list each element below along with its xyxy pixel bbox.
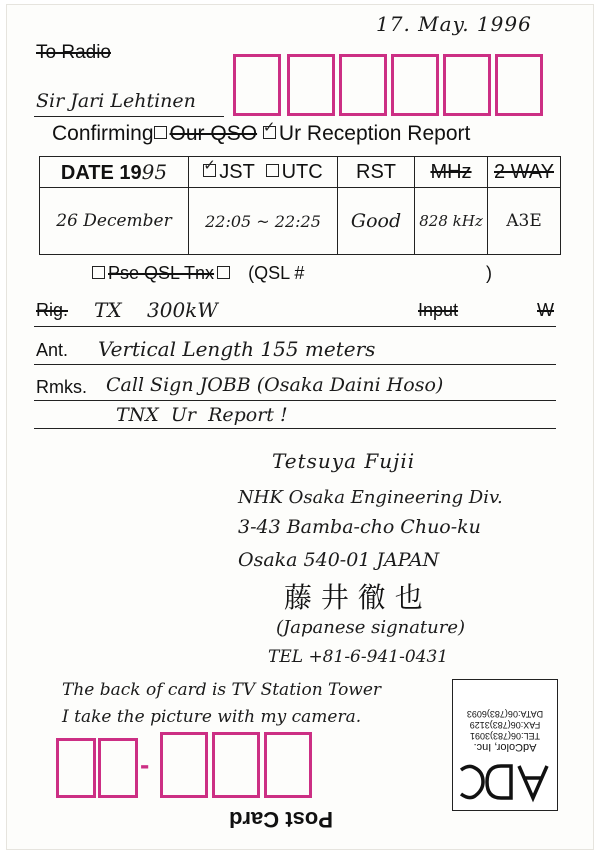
input-unit: W [537,300,554,320]
publisher-box-rotated [453,680,557,810]
postal-box-6 [495,54,543,116]
postal-box-2 [287,54,335,116]
addressee-line [34,116,224,117]
postcard [6,4,594,850]
postal-dash: - [140,749,150,780]
date-year: 95 [141,159,168,184]
note-line-1: The back of card is TV Station Tower [62,680,382,700]
signature-kanji: 藤 井 徹 也 [284,581,423,614]
remarks-label: Rmks. [36,377,87,397]
publisher-data: DATA:06(783)6093 [466,709,544,719]
our-qso-checkbox [154,126,167,139]
date-value: 26 December [40,188,189,255]
remarks-line-1: Call Sign JOBB (Osaka Daini Hoso) [106,374,444,396]
addressee: Sir Jari Lehtinen [36,90,196,112]
postal-box-1 [233,54,281,116]
pse-qsl-line [92,263,304,284]
post-card-label: Post Card [229,807,333,832]
adc-logo-icon [455,760,555,804]
bottom-postal-box-2 [98,738,138,798]
ant-line [34,364,556,365]
ur-report-checkbox [263,126,276,139]
sender-name: Tetsuya Fujii [272,449,416,473]
rst-value: Good [338,188,415,255]
bottom-postal-box-4 [212,732,260,798]
pse-checkbox-left [92,266,105,279]
bottom-postal-box-3 [160,732,208,798]
ant-label: Ant. [36,340,69,360]
bottom-postal-box-1 [56,738,96,798]
confirming-line [52,122,470,146]
publisher-company: AdColor, Inc. [473,741,537,753]
date-written: 17. May. 1996 [376,12,532,36]
rig-label: Rig. [36,300,69,320]
pse-qsl-tnx-label: Pse QSL Tnx [108,263,215,283]
sender-address-1: 3-43 Bamba-cho Chuo-ku [238,516,481,538]
sender-address-2: Osaka 540-01 JAPAN [238,549,440,571]
postal-box-4 [391,54,439,116]
rig-line [34,326,556,327]
mhz-header: MHz [415,157,488,188]
publisher-tel: TEL:06(783)3091 [469,731,541,741]
publisher-fax: FAX:06(783)3129 [469,720,541,730]
time-zone-header [189,157,338,188]
time-value: 22:05 ~ 22:25 [189,188,338,255]
our-qso-label: Our QSO [169,122,258,145]
publisher-text [453,708,557,760]
qsl-table [39,156,561,255]
remarks-rule-2 [34,428,556,429]
jst-checkbox [203,164,216,177]
input-label: Input [418,300,459,320]
remarks-line-2: TNX Ur Report ! [116,404,288,426]
qsl-number-label: (QSL # [248,263,305,283]
note-line-2: I take the picture with my camera. [62,707,362,727]
to-radio-label: To Radio [36,42,111,63]
two-way-header: 2 WAY [488,157,561,188]
utc-label: UTC [281,160,323,183]
jst-label: JST [219,160,255,183]
ur-reception-report-label: Ur Reception Report [278,122,471,145]
rig-value: TX 300kW [94,298,218,322]
sender-tel: TEL +81-6-941-0431 [268,647,449,667]
signature-note: (Japanese signature) [276,617,466,638]
mode-value: A3E [488,188,561,255]
utc-checkbox [266,164,279,177]
bottom-postal-box-5 [264,732,312,798]
date-label: DATE 19 [60,161,142,184]
pse-checkbox-right [217,266,230,279]
postal-box-3 [339,54,387,116]
freq-value: 828 kHz [415,188,488,255]
sender-org: NHK Osaka Engineering Div. [238,487,503,508]
confirming-label: Confirming [52,122,154,145]
remarks-rule-1 [34,400,556,401]
publisher-box [452,679,558,811]
postal-box-5 [443,54,491,116]
qsl-close-paren: ) [486,263,492,283]
rst-header: RST [338,157,415,188]
date-header [40,157,189,188]
ant-value: Vertical Length 155 meters [98,337,376,361]
